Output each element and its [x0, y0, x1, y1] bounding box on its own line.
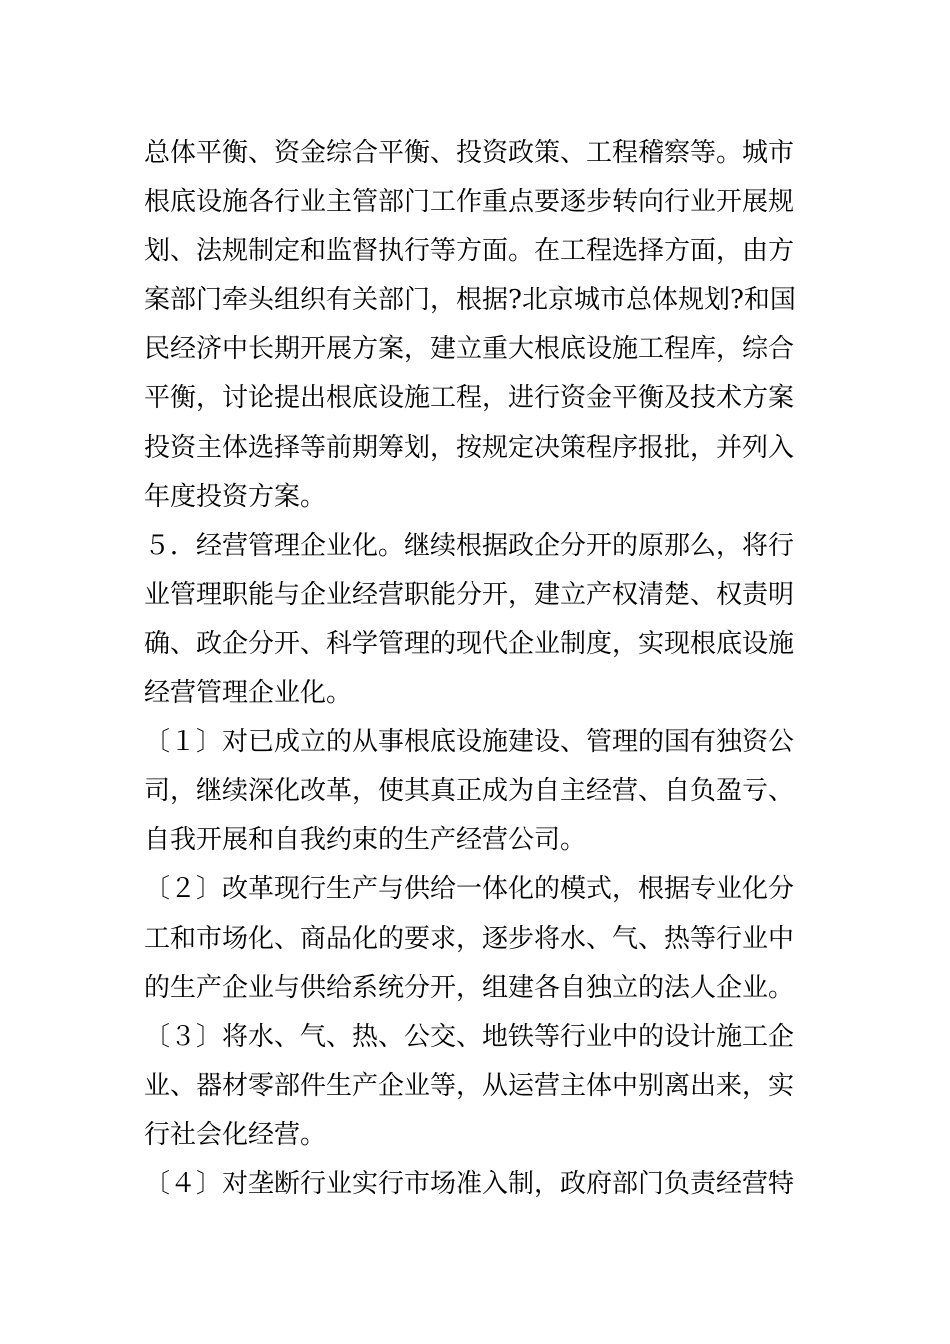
text-line: 投资主体选择等前期筹划，按规定决策程序报批，并列入 [144, 432, 795, 463]
text-line: 经营管理企业化。 [144, 678, 353, 709]
text-line: 案部门牵头组织有关部门，根据?北京城市总体规划?和国 [144, 285, 796, 316]
text-line: 〔３〕将水、气、热、公交、地铁等行业中的设计施工企 [144, 1021, 795, 1052]
text-line: 工和市场化、商品化的要求，逐步将水、气、热等行业中 [144, 923, 795, 954]
text-line: 业管理职能与企业经营职能分开，建立产权清楚、权责明 [144, 579, 795, 610]
text-line: 〔１〕对已成立的从事根底设施建设、管理的国有独资公 [144, 727, 795, 758]
text-line: 平衡，讨论提出根底设施工程，进行资金平衡及技术方案 [144, 383, 795, 414]
text-line: 年度投资方案。 [144, 481, 327, 512]
text-line: 确、政企分开、科学管理的现代企业制度，实现根底设施 [144, 628, 795, 659]
text-line: 总体平衡、资金综合平衡、投资政策、工程稽察等。城市 [144, 138, 795, 168]
text-line: 〔４〕对垄断行业实行市场准入制，政府部门负责经营特 [144, 1168, 795, 1199]
text-line: 民经济中长期开展方案，建立重大根底设施工程库，综合 [144, 334, 795, 365]
text-line: 行社会化经营。 [144, 1119, 327, 1150]
text-line: 〔２〕改革现行生产与供给一体化的模式，根据专业化分 [144, 874, 795, 905]
text-line: 司，继续深化改革，使其真正成为自主经营、自负盈亏、 [144, 776, 795, 807]
body-text [144, 129, 824, 1209]
text-line: 业、器材零部件生产企业等，从运营主体中别离出来，实 [144, 1070, 795, 1101]
text-line: 划、法规制定和监督执行等方面。在工程选择方面，由方 [144, 236, 795, 267]
text-line: ５．经营管理企业化。继续根据政企分开的原那么，将行 [144, 530, 795, 561]
text-line: 自我开展和自我约束的生产经营公司。 [144, 825, 587, 856]
text-line: 的生产企业与供给系统分开，组建各自独立的法人企业。 [144, 972, 795, 1003]
text-line: 根底设施各行业主管部门工作重点要逐步转向行业开展规 [144, 187, 795, 218]
